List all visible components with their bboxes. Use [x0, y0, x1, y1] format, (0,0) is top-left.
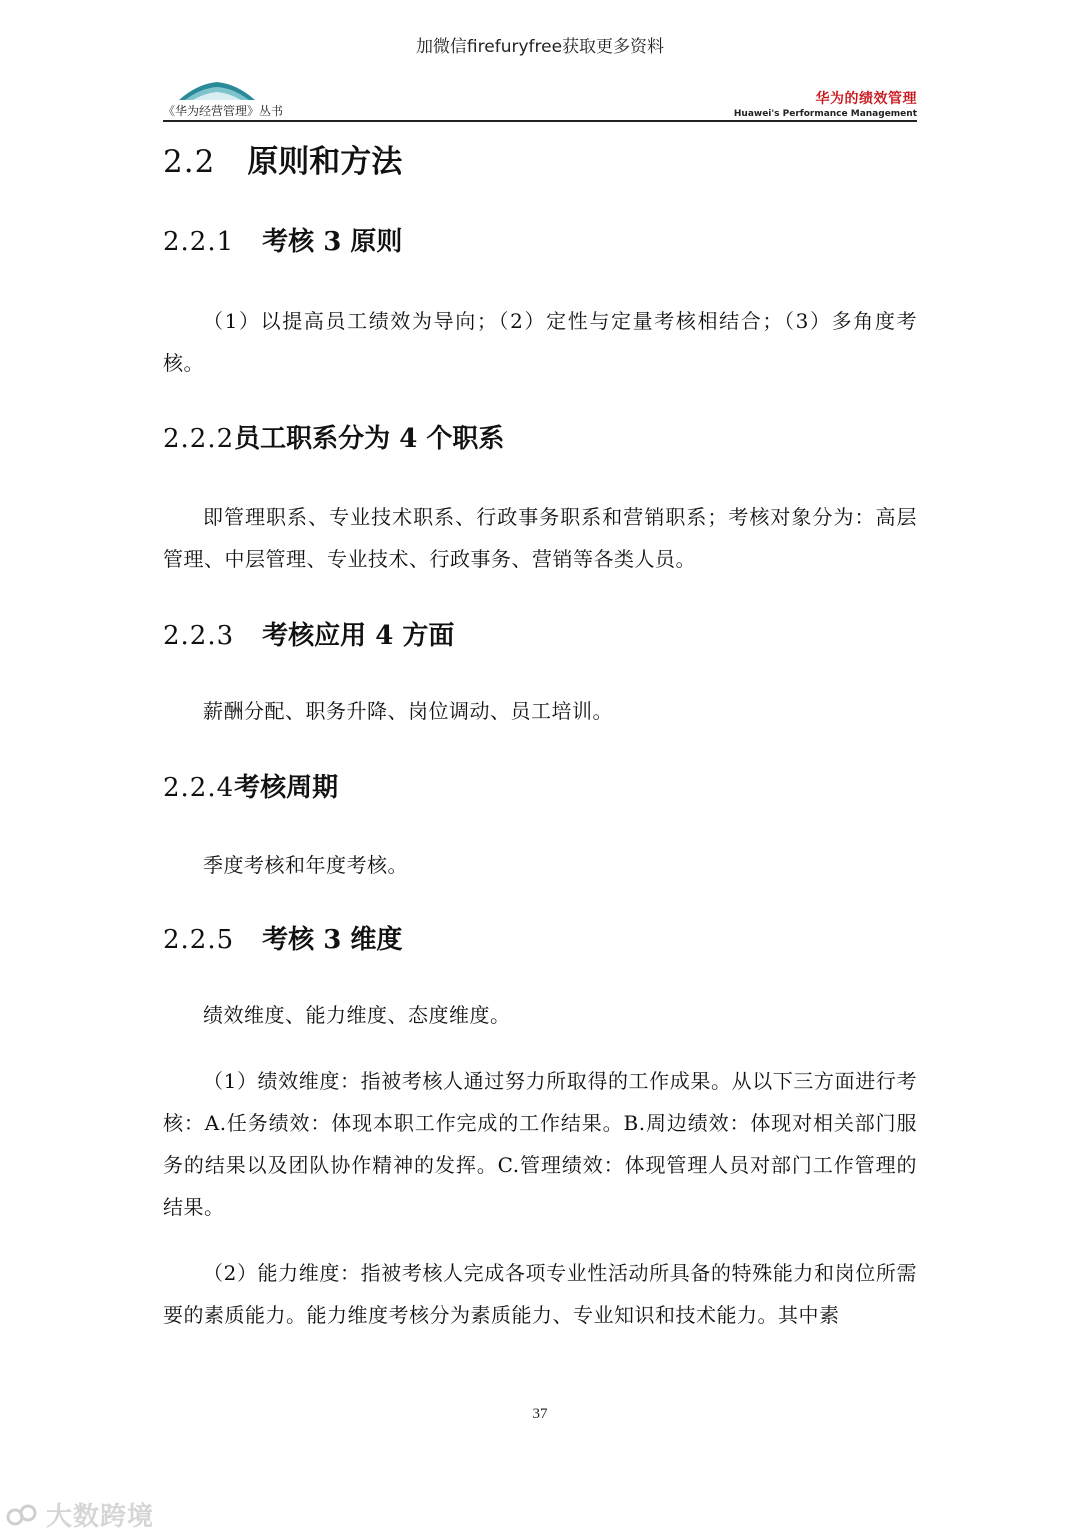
header-brand — [734, 88, 917, 119]
mountain-logo-icon — [177, 78, 257, 104]
watermark — [6, 1496, 154, 1533]
page-number: 37 — [532, 1406, 548, 1422]
subsection-heading — [163, 616, 917, 656]
paragraph: 季度考核和年度考核。 — [203, 853, 408, 877]
subsection-title: 考核应用 4 方面 — [262, 621, 455, 651]
paragraph: 绩效维度、能力维度、态度维度。 — [203, 1003, 511, 1027]
section-heading — [163, 140, 917, 184]
brand-title-cn: 华为的绩效管理 — [815, 91, 917, 107]
subsection-heading — [163, 222, 917, 262]
subsection-title: 考核 3 原则 — [262, 227, 403, 257]
subsection-title: 员工职系分为 4 个职系 — [234, 424, 505, 454]
subsection-number: 2.2.2 — [163, 424, 235, 454]
book-series-label: 《华为经营管理》丛书 — [163, 104, 284, 118]
subsection-heading — [163, 419, 917, 459]
subsection-heading — [163, 768, 917, 808]
section-number: 2.2 — [163, 144, 216, 180]
paragraph: （1）绩效维度：指被考核人通过努力所取得的工作成果。从以下三方面进行考核：A.任务绩效：体现本职工作完成的工作结果。B.周边绩效：体现对相关部门服务的结果以及团队协作精神的发挥。C.管理绩效：体现管理人员对部门工作管理的结果。 — [163, 1069, 917, 1219]
header-divider — [163, 120, 917, 122]
paragraph: （2）能力维度：指被考核人完成各项专业性活动所具备的特殊能力和岗位所需要的素质能力。能力维度考核分为素质能力、专业知识和技术能力。其中素 — [163, 1261, 917, 1327]
download-note: 加微信firefuryfree获取更多资料 — [415, 37, 665, 57]
subsection-number: 2.2.1 — [163, 227, 235, 257]
subsection-heading — [163, 920, 917, 960]
subsection-number: 2.2.3 — [163, 621, 235, 651]
page-header — [163, 72, 917, 124]
subsection-number: 2.2.4 — [163, 773, 235, 803]
watermark-text: 大数跨境 — [46, 1502, 155, 1532]
page-content — [163, 140, 917, 1336]
section-title: 原则和方法 — [247, 144, 403, 180]
paragraph: （1）以提高员工绩效为导向；（2）定性与定量考核相结合；（3）多角度考核。 — [163, 309, 917, 375]
watermark-logo-icon — [6, 1501, 40, 1529]
subsection-number: 2.2.5 — [163, 925, 235, 955]
paragraph: 即管理职系、专业技术职系、行政事务职系和营销职系；考核对象分为：高层管理、中层管理、专业技术、行政事务、营销等各类人员。 — [163, 505, 917, 571]
subsection-title: 考核周期 — [234, 773, 339, 803]
paragraph: 薪酬分配、职务升降、岗位调动、员工培训。 — [203, 699, 613, 723]
subsection-title: 考核 3 维度 — [262, 925, 403, 955]
brand-title-en: Huawei's Performance Management — [733, 109, 917, 119]
